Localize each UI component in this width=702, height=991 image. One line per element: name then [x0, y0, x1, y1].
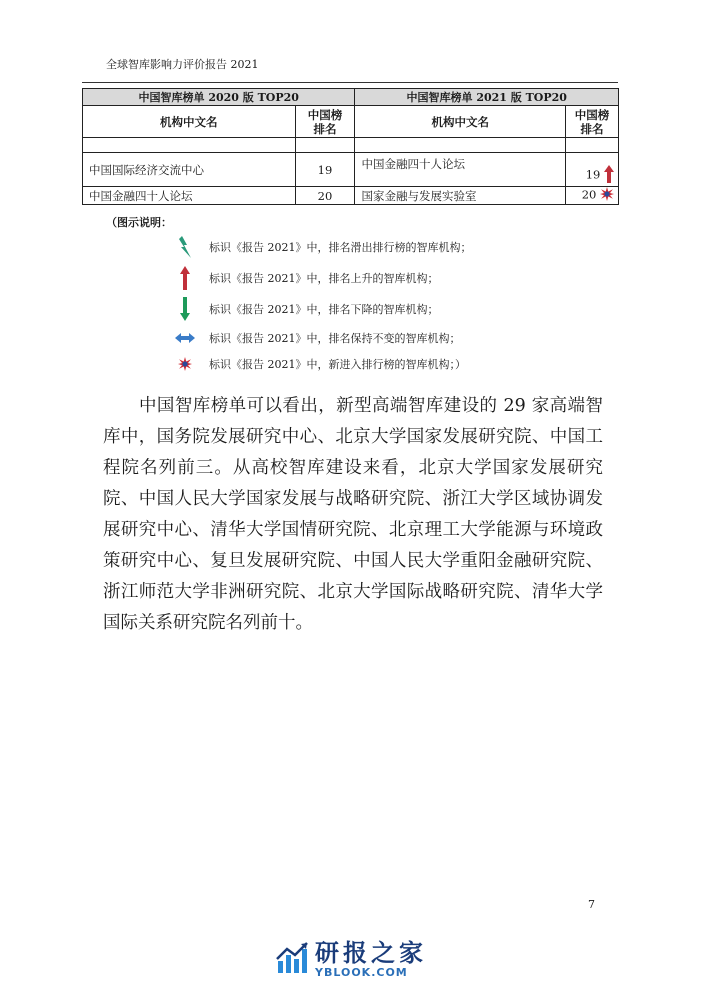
table-row — [83, 187, 619, 205]
star-burst-icon — [600, 187, 614, 204]
legend-item-slide-out — [175, 236, 472, 258]
arrow-up-icon — [604, 165, 614, 186]
rank-value: 19 — [585, 167, 601, 182]
cell-name-2021: 国家金融与发展实验室 — [355, 187, 566, 205]
cell-rank-2021 — [566, 153, 619, 187]
table-row-empty — [83, 138, 619, 153]
body-text: 中国智库榜单可以看出，新型高端智库建设的 29 家高端智库中，国务院发展研究中心、北京大学国家发展研究院、中国工程院名列前三。从高校智库建设来看，北京大学国家发展研究院、中国人民大学国家发展与战略研究院、浙江大学区域协调发展研究中心、清华大学国情研究院、北京理工大学能源与环境政策研究中心、复旦发展研究院、中国人民大学重阳金融研究院、浙江师范大学非洲研究院、北京大学国际战略研究院、清华大学国际关系研究院名列前十。 — [103, 396, 603, 633]
watermark-cn: 研报之家 — [315, 939, 427, 967]
cell-name-2020: 中国国际经济交流中心 — [83, 153, 296, 187]
legend-item-new — [175, 356, 466, 372]
page-number: 7 — [588, 898, 595, 911]
column-header-name-2020: 机构中文名 — [83, 106, 296, 138]
column-header-name-2021: 机构中文名 — [355, 106, 566, 138]
bar-chart-logo-icon — [275, 941, 309, 979]
cell-name-2020: 中国金融四十人论坛 — [83, 187, 296, 205]
body-paragraph — [103, 391, 603, 639]
legend-text: 标识《报告 2021》中，排名下降的智库机构； — [209, 303, 439, 316]
table-row — [83, 153, 619, 187]
group-header-2021: 中国智库榜单 2021 版 TOP20 — [355, 89, 619, 106]
legend-item-up — [175, 266, 439, 290]
legend-item-down — [175, 297, 439, 321]
arrow-up-icon — [175, 266, 195, 290]
running-header: 全球智库影响力评价报告 2021 — [106, 58, 259, 71]
cell-rank-2021 — [566, 187, 619, 205]
column-header-rank-2021 — [566, 106, 619, 138]
arrow-down-icon — [175, 297, 195, 321]
group-header-2020: 中国智库榜单 2020 版 TOP20 — [83, 89, 355, 106]
legend-item-equal — [175, 330, 461, 346]
column-header-rank-2020 — [295, 106, 355, 138]
rank-value: 20 — [581, 187, 597, 202]
rank-header-label: 中国榜排名 — [307, 107, 343, 136]
header-rule — [82, 82, 618, 83]
lightning-icon — [175, 236, 195, 258]
watermark-text — [315, 940, 427, 979]
legend-text: 标识《报告 2021》中，新进入排行榜的智库机构；） — [209, 358, 466, 371]
arrow-both-icon — [175, 333, 195, 343]
legend-text: 标识《报告 2021》中，排名保持不变的智库机构； — [209, 332, 461, 345]
watermark-en: YBLOOK.COM — [315, 966, 408, 979]
rank-header-label: 中国榜排名 — [574, 107, 610, 136]
ranking-table — [82, 88, 619, 205]
legend-text: 标识《报告 2021》中，排名上升的智库机构； — [209, 272, 439, 285]
legend-text: 标识《报告 2021》中，排名滑出排行榜的智库机构； — [209, 241, 472, 254]
cell-rank-2020: 19 — [295, 153, 355, 187]
cell-name-2021: 中国金融四十人论坛 — [355, 153, 566, 187]
watermark-logo — [275, 940, 427, 979]
legend-title: （图示说明： — [106, 216, 172, 229]
star-burst-icon — [175, 357, 195, 371]
cell-rank-2020: 20 — [295, 187, 355, 205]
